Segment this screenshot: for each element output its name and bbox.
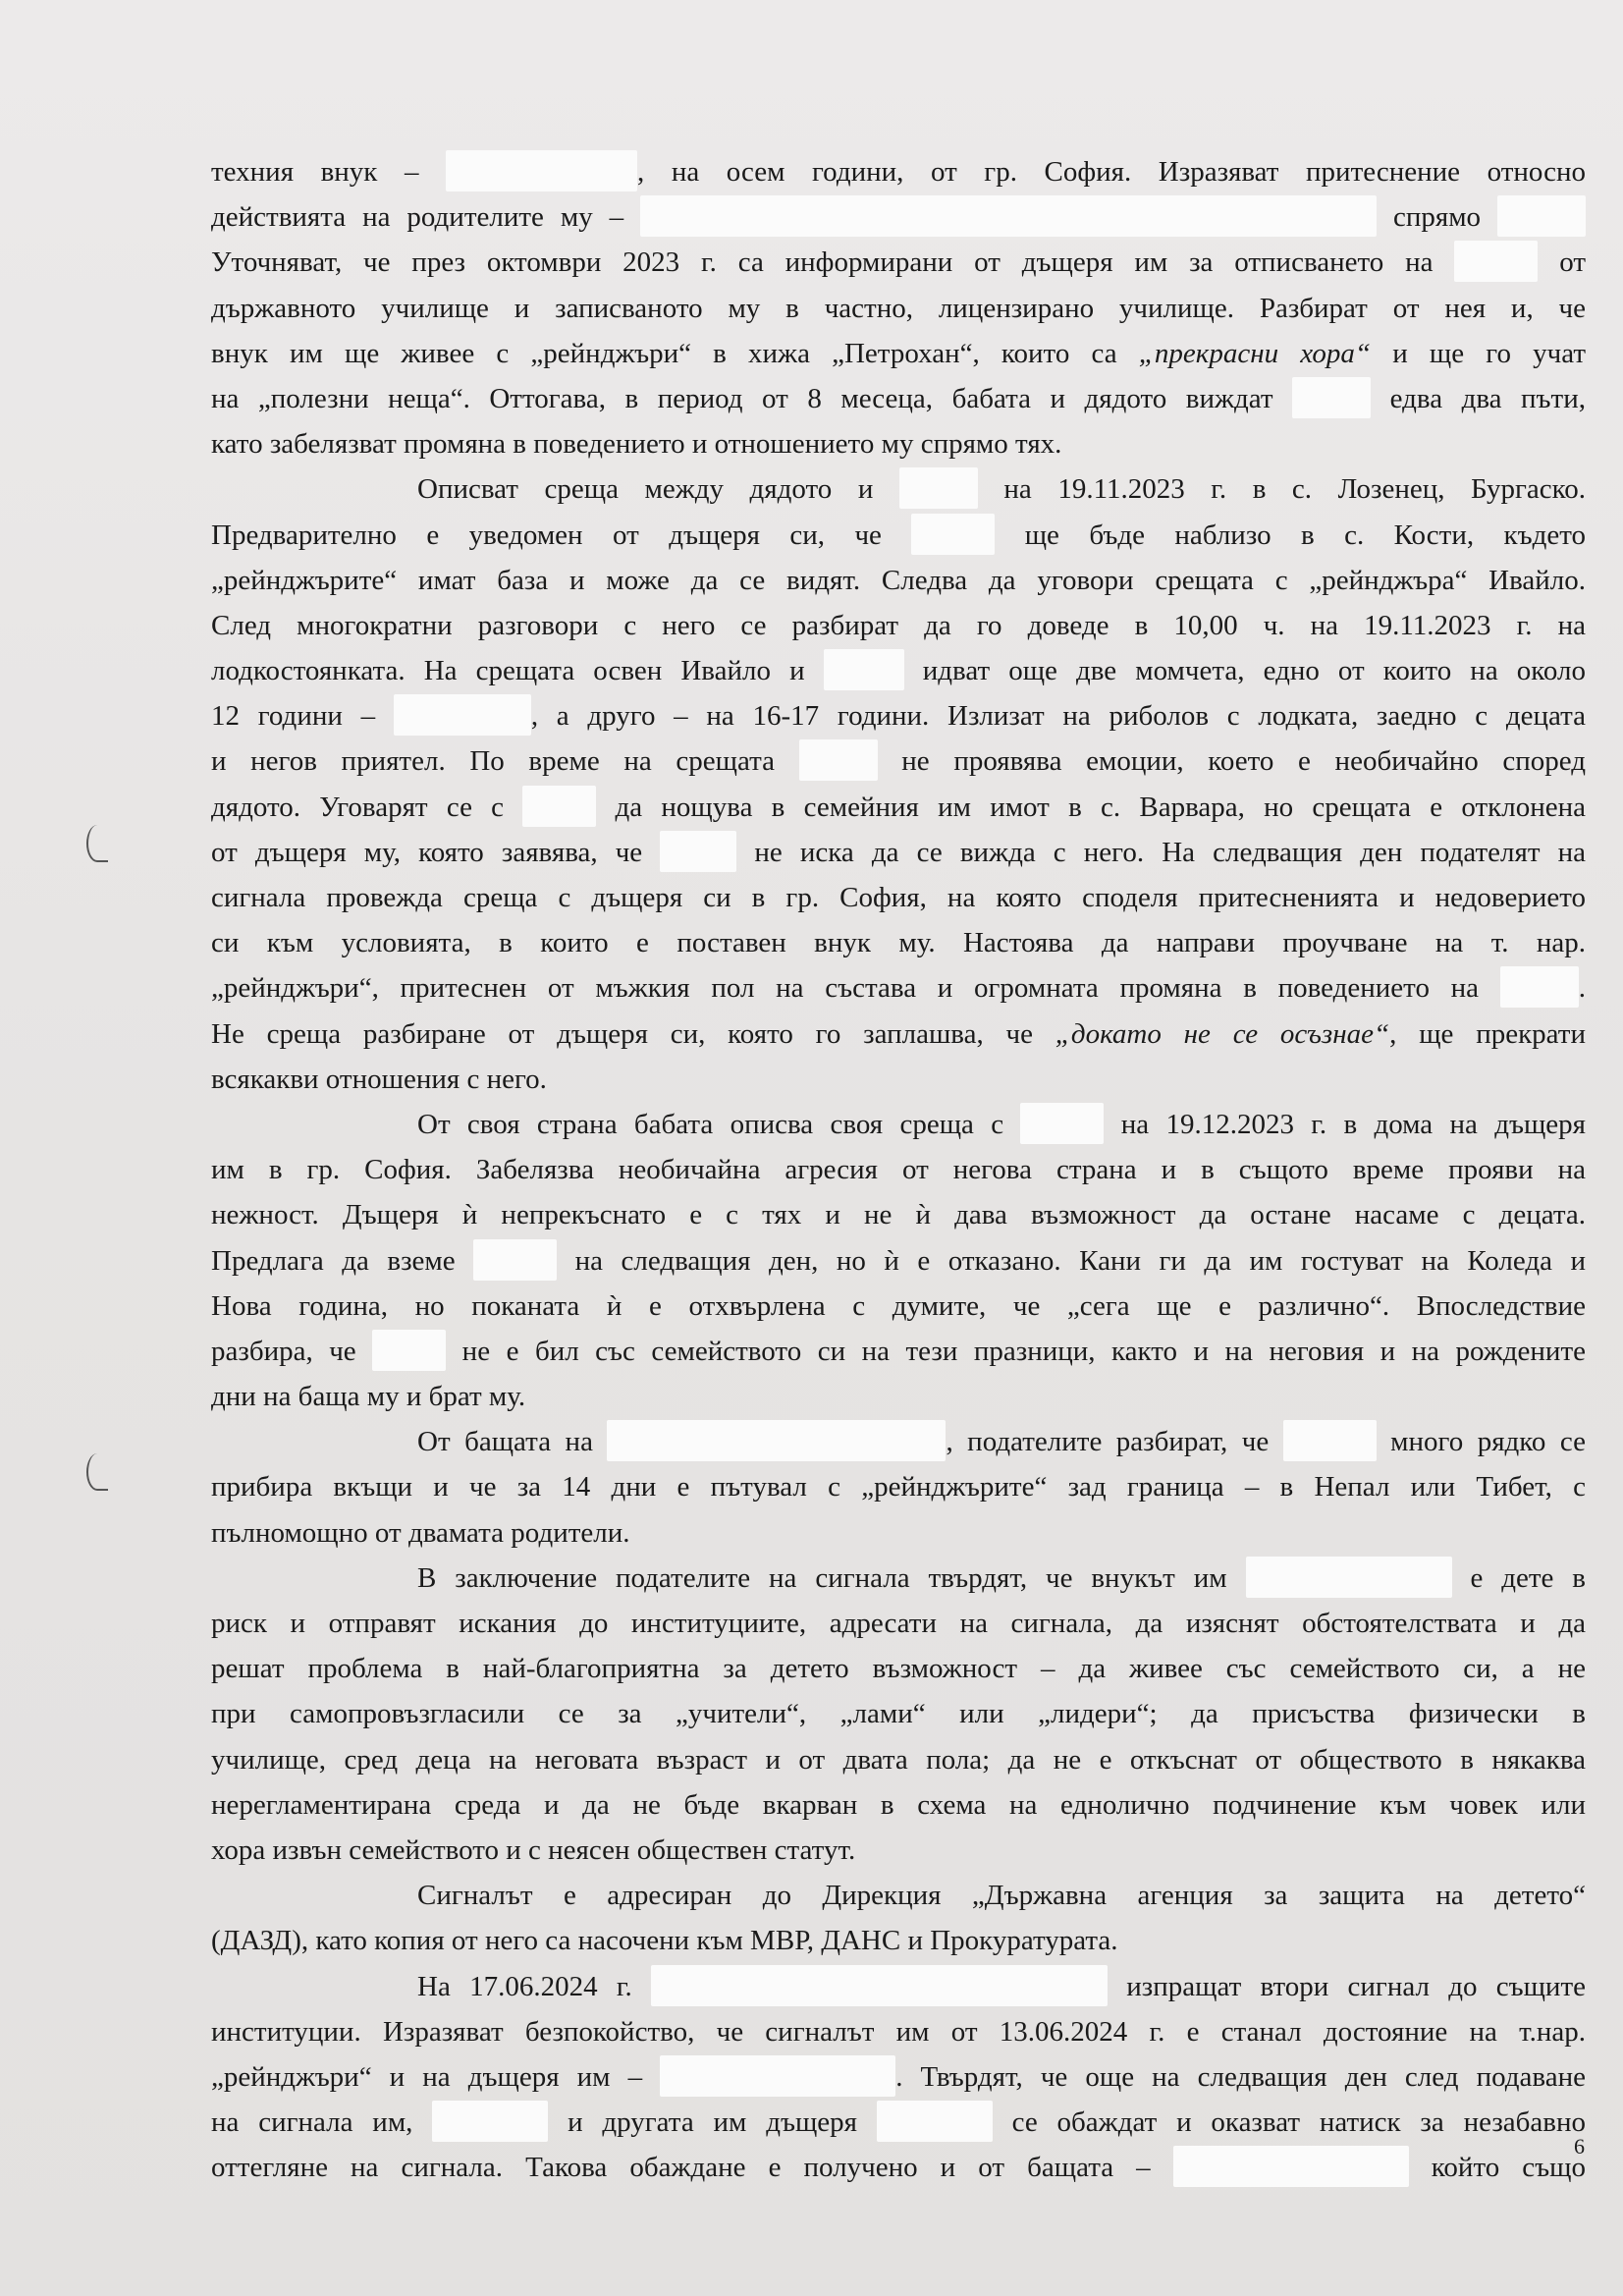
- text-run: всякакви отношения с него.: [211, 1063, 547, 1095]
- redaction-box: [651, 1965, 1108, 2006]
- text-line: [211, 286, 1586, 331]
- text-run: идват още две момчета, едно от които на около: [903, 655, 1586, 687]
- text-line: [211, 240, 1586, 285]
- text-run: Уточняват, че през октомври 2023 г. са информирани от дъщеря им за отписването на: [211, 246, 1455, 279]
- text-run: От своя страна бабата описва своя среща с: [417, 1108, 1021, 1140]
- text-line: [211, 376, 1586, 421]
- italic-quote: „докато не се осъзнае“: [1055, 1017, 1390, 1050]
- redaction-box: [1020, 1103, 1104, 1144]
- text-line: [211, 1329, 1586, 1374]
- text-run: внук им ще живее с „рейнджъри“ в хижа „Петрохан“, които са: [211, 337, 1139, 369]
- text-run: „рейнджъри“ и на дъщеря им –: [211, 2060, 661, 2093]
- redaction-box: [372, 1330, 446, 1371]
- text-line: [211, 1918, 1586, 1963]
- text-line: [211, 1556, 1586, 1601]
- text-line: [211, 738, 1586, 784]
- text-run: . Твърдят, че още на следващия ден след подаване: [895, 2060, 1586, 2093]
- text-run: В заключение подателите на сигнала твърдят, че внукът им: [417, 1561, 1246, 1594]
- text-run: от дъщеря му, която заявява, че: [211, 836, 661, 868]
- redaction-box: [911, 514, 995, 555]
- text-line: [211, 875, 1586, 920]
- text-run: , подателите разбират, че: [946, 1426, 1283, 1458]
- text-run: институции. Изразяват безпокойство, че сигналът им от 13.06.2024 г. е станал достояние на т.нар.: [211, 2015, 1586, 2048]
- text-run: нежност. Дъщеря ѝ непрекъснато е с тях и не ѝ дава възможност да остане насаме с децата.: [211, 1199, 1586, 1231]
- text-run: Не среща разбиране от дъщеря си, която го заплашва, че: [211, 1017, 1055, 1050]
- text-run: разбира, че: [211, 1335, 373, 1367]
- text-run: Предлага да вземе: [211, 1244, 474, 1277]
- text-run: .: [1578, 972, 1586, 1005]
- text-line: [211, 194, 1586, 240]
- text-line: [211, 331, 1586, 376]
- text-run: не проявява емоции, което е необичайно според: [877, 745, 1586, 778]
- text-run: и ще го учат: [1371, 337, 1586, 369]
- text-run: „рейнджърите“ имат база и може да се видят. Следва да уговори срещата с „рейнджъра“ Ивайло.: [211, 564, 1586, 596]
- text-run: Сигналът е адресиран до Дирекция „Държавна агенция за защита на детето“: [417, 1880, 1586, 1912]
- text-run: е дете в: [1451, 1561, 1586, 1594]
- redaction-box: [899, 467, 978, 509]
- text-run: нерегламентирана среда и да не бъде вкарван в схема на еднолично подчинение към човек или: [211, 1788, 1586, 1821]
- text-run: им в гр. София. Забелязва необичайна агресия от негова страна и в същото време прояви на: [211, 1154, 1586, 1186]
- text-run: техния внук –: [211, 156, 447, 188]
- text-line: [211, 785, 1586, 830]
- text-line: [211, 1192, 1586, 1237]
- redaction-box: [432, 2101, 548, 2142]
- text-run: на следващия ден, но ѝ е отказано. Кани ги да им гостуват на Коледа и: [557, 1244, 1586, 1277]
- text-line: [211, 1419, 1586, 1464]
- redaction-box: [660, 831, 736, 872]
- text-run: не е бил със семейството си на тези празници, както и на неговия и на рождените: [446, 1335, 1586, 1367]
- text-run: , на осем години, от гр. София. Изразяват притеснение относно: [637, 156, 1586, 188]
- text-run: от: [1538, 246, 1586, 279]
- redaction-box: [1454, 241, 1538, 282]
- redaction-box: [1283, 1420, 1377, 1461]
- text-run: си към условията, в които е поставен внук му. Настоява да направи проучване на т. нар.: [211, 927, 1586, 959]
- text-run: се обаждат и оказват натиск за незабавно: [992, 2106, 1586, 2139]
- text-run: действията на родителите му –: [211, 201, 641, 234]
- text-line: [211, 920, 1586, 965]
- text-run: На 17.06.2024 г.: [417, 1970, 651, 2002]
- text-run: на 19.11.2023 г. в с. Лозенец, Бургаско.: [977, 473, 1586, 506]
- text-run: дядото. Уговарят се с: [211, 791, 523, 823]
- text-run: държавното училище и записваното му в частно, лицензирано училище. Разбират от нея и, че: [211, 292, 1586, 324]
- text-run: и другата им дъщеря: [548, 2106, 877, 2139]
- text-line: [211, 1782, 1586, 1828]
- text-run: оттегляне на сигнала. Такова обаждане е получено и от бащата –: [211, 2152, 1173, 2184]
- text-run: и негов приятел. По време на срещата: [211, 745, 799, 778]
- text-run: риск и отправят искания до институциите, адресати на сигнала, да изяснят обстоятелствата и да: [211, 1608, 1586, 1639]
- text-run: да нощува в семейния им имот в с. Варвара, но срещата е отклонена: [596, 791, 1586, 823]
- text-line: [211, 1646, 1586, 1691]
- redaction-box: [1497, 195, 1586, 237]
- text-line: [211, 1464, 1586, 1509]
- text-line: [211, 693, 1586, 738]
- text-run: ще бъде наблизо в с. Кости, където: [995, 519, 1586, 551]
- text-line: [211, 1828, 1586, 1873]
- text-line: [211, 149, 1586, 194]
- text-line: [211, 1057, 1586, 1102]
- text-line: [211, 1102, 1586, 1147]
- text-run: решат проблема в най-благоприятна за детето възможност – да живее със семейството си, а не: [211, 1653, 1586, 1685]
- text-line: [211, 466, 1586, 512]
- text-run: на сигнала им,: [211, 2106, 433, 2139]
- text-line: [211, 830, 1586, 875]
- text-run: като забелязват промяна в поведението и отношението му спрямо тях.: [211, 428, 1062, 461]
- text-line: [211, 1147, 1586, 1192]
- text-line: [211, 1964, 1586, 2009]
- text-run: лодкостоянката. На срещата освен Ивайло и: [211, 655, 824, 687]
- text-line: [211, 1238, 1586, 1284]
- redaction-box: [522, 786, 596, 827]
- text-run: не иска да се вижда с него. На следващия ден подателят на: [736, 836, 1586, 868]
- text-line: [211, 2100, 1586, 2145]
- text-run: Нова година, но поканата ѝ е отхвърлена с думите, че „сега ще е различно“. Впоследствие: [211, 1289, 1586, 1322]
- text-run: 12 години –: [211, 700, 394, 733]
- text-line: [211, 2009, 1586, 2054]
- text-line: [211, 603, 1586, 648]
- text-run: След многократни разговори с него се разбират да го доведе в 10,00 ч. на 19.11.2023 г. на: [211, 609, 1586, 641]
- redaction-box: [640, 195, 1377, 237]
- text-line: [211, 1737, 1586, 1782]
- text-run: Предварително е уведомен от дъщеря си, че: [211, 519, 912, 551]
- text-run: От бащата на: [417, 1426, 608, 1458]
- text-run: при самопровъзгласили се за „учители“, „лами“ или „лидери“; да присъства физически в: [211, 1698, 1586, 1730]
- text-line: [211, 1691, 1586, 1736]
- text-run: , ще прекрати: [1389, 1017, 1586, 1050]
- text-run: сигнала провежда среща с дъщеря си в гр. София, на която споделя притесненията и недоверието: [211, 882, 1586, 913]
- redaction-box: [877, 2101, 993, 2142]
- text-run: (ДАЗД), като копия от него са насочени към МВР, ДАНС и Прокуратурата.: [211, 1925, 1118, 1957]
- text-line: [211, 1601, 1586, 1646]
- page-number: 6: [1574, 2134, 1585, 2159]
- text-line: [211, 2054, 1586, 2100]
- redaction-box: [1500, 966, 1579, 1008]
- text-line: [211, 1284, 1586, 1329]
- text-run: хора извън семейството и с неясен обществен статут.: [211, 1833, 856, 1866]
- text-line: [211, 421, 1586, 466]
- text-run: спрямо: [1377, 201, 1497, 234]
- italic-quote: „прекрасни хора“: [1138, 337, 1372, 369]
- redaction-box: [446, 150, 637, 191]
- text-run: училище, сред деца на неговата възраст и от двата пола; да не е откъснат от обществото в някаква: [211, 1743, 1586, 1776]
- text-line: [211, 1510, 1586, 1556]
- redaction-box: [660, 2055, 895, 2097]
- text-line: [211, 513, 1586, 558]
- text-line: [211, 2145, 1586, 2190]
- text-run: прибира вкъщи и че за 14 дни е пътувал с „рейнджърите“ зад граница – в Непал или Тибет, с: [211, 1471, 1586, 1503]
- text-run: който също: [1408, 2152, 1586, 2184]
- text-run: на „полезни неща“. Оттогава, в период от 8 месеца, бабата и дядото виждат: [211, 382, 1293, 414]
- redaction-box: [1246, 1557, 1452, 1598]
- text-run: пълномощно от двамата родители.: [211, 1516, 630, 1549]
- text-run: дни на баща му и брат му.: [211, 1381, 526, 1413]
- redaction-box: [1173, 2146, 1409, 2187]
- text-run: на 19.12.2023 г. в дома на дъщеря: [1104, 1108, 1586, 1140]
- text-line: [211, 558, 1586, 603]
- text-run: много рядко се: [1376, 1426, 1586, 1458]
- redaction-box: [473, 1239, 557, 1281]
- text-run: Описват среща между дядото и: [417, 473, 899, 506]
- text-run: изпращат втори сигнал до същите: [1107, 1970, 1586, 2002]
- document-body: [211, 149, 1586, 2190]
- text-run: „рейнджъри“, притеснен от мъжкия пол на състава и огромната промяна в поведението на: [211, 972, 1500, 1005]
- margin-mark: [86, 825, 108, 862]
- text-line: [211, 648, 1586, 693]
- redaction-box: [824, 649, 904, 690]
- margin-mark: [86, 1453, 108, 1491]
- text-line: [211, 1011, 1586, 1057]
- text-line: [211, 1374, 1586, 1419]
- redaction-box: [799, 739, 878, 781]
- text-run: , а друго – на 16-17 години. Излизат на риболов с лодката, заедно с децата: [530, 700, 1586, 733]
- text-line: [211, 965, 1586, 1011]
- redaction-box: [1292, 377, 1371, 418]
- text-line: [211, 1873, 1586, 1918]
- redaction-box: [394, 694, 531, 736]
- redaction-box: [607, 1420, 946, 1461]
- text-run: едва два пъти,: [1371, 382, 1586, 414]
